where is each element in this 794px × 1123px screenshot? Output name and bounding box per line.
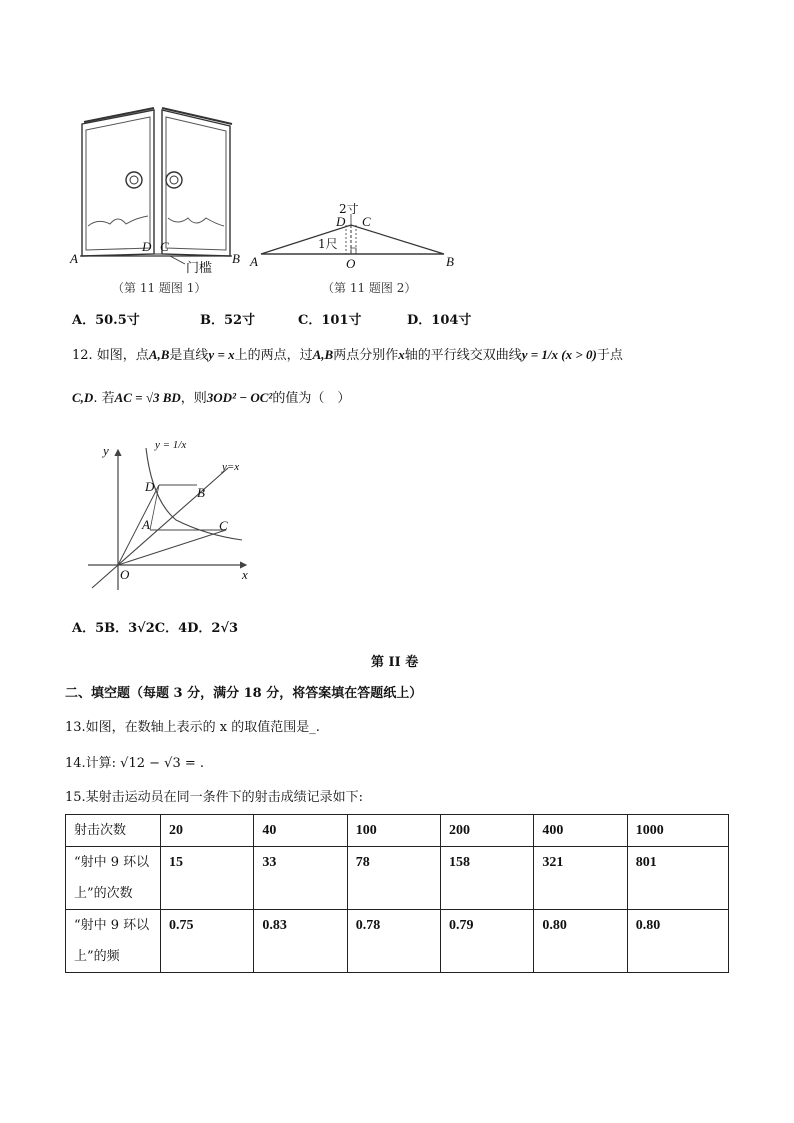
fig2-label-2cun: 2寸 [339,202,359,216]
graph-label-line: y=x [222,461,240,473]
table-cell: 0.80 [627,910,728,973]
q12-text-d: 两点分别作 [333,348,399,363]
graph-label-d: D [145,479,155,494]
graph-label-x: x [242,567,248,582]
q12-line-2 [72,389,350,408]
q12-text-if: . 若 [93,391,115,406]
q12-graph [86,430,256,595]
fig2-caption: （第 11 题图 2） [322,281,417,295]
table-cell: 158 [441,847,534,910]
q12-eq-y-x: y = x [208,347,235,362]
table-cell: 0.75 [161,910,254,973]
fig1-label-threshold: 门槛 [186,261,213,276]
table-cell: 33 [254,847,347,910]
q11-option-a: A．50.5寸 [72,313,140,328]
q12-text-value: 的值为（ ） [272,391,351,406]
table-header-cell: 200 [441,815,534,847]
q11-option-d: D．104寸 [407,313,472,328]
row1-label: “射中 9 环以上”的次数 [66,847,161,910]
q12-text-b: 是直线 [169,348,209,363]
table-row [66,847,729,910]
fig2-label-b: B [446,254,454,269]
q11-option-c: C．101寸 [298,313,362,328]
table-cell: 15 [161,847,254,910]
graph-label-curve: y = 1/x [155,439,187,451]
q12-ab-2: A,B [312,347,334,362]
q12-text-then: ，则 [180,391,207,406]
table-row [66,910,729,973]
graph-label-c: C [219,518,228,533]
fig1-label-b: B [232,251,240,266]
fig1-label-a: A [70,251,78,266]
q12-text-f: 于点 [596,348,623,363]
fig2-label-c: C [362,214,371,229]
q12-text-c: 上的两点，过 [234,348,313,363]
shooting-record-table [65,814,729,973]
q12-line-1 [72,346,623,365]
row2-label: “射中 9 环以上”的频 [66,910,161,973]
graph-label-o: O [120,567,130,582]
table-row [66,815,729,847]
graph-label-y: y [103,443,109,458]
q12-ab: A,B [148,347,170,362]
section-title: 第 II 卷 [371,655,419,670]
fig1-label-c: C [160,239,169,254]
table-header-cell: 1000 [627,815,728,847]
table-header-label: 射击次数 [66,815,161,847]
q15-text: 15.某射击运动员在同一条件下的射击成绩记录如下: [65,790,364,805]
fig2-label-a: A [250,254,258,269]
q12-text-a: 12. 如图，点 [72,348,149,363]
fig2-label-1chi: 1尺 [318,237,338,251]
table-cell: 0.80 [534,910,627,973]
q14-text: 14.计算: √12 − √3 = . [65,756,205,771]
table-header-cell: 20 [161,815,254,847]
fig1-label-d: D [142,239,152,254]
table-cell: 78 [347,847,440,910]
part2-heading: 二、填空题（每题 3 分，满分 18 分，将答案填在答题纸上） [65,686,423,701]
fig1-caption: （第 11 题图 1） [112,281,207,295]
q11-option-b: B．52寸 [200,313,256,328]
graph-label-b: B [197,485,205,500]
fig2-label-o: O [346,256,356,271]
table-cell: 801 [627,847,728,910]
table-header-cell: 400 [534,815,627,847]
table-cell: 0.79 [441,910,534,973]
q12-x: x [398,347,405,362]
table-header-cell: 100 [347,815,440,847]
table-cell: 0.83 [254,910,347,973]
table-cell: 321 [534,847,627,910]
q12-condition: AC = √3 BD [114,390,181,405]
q12-text-e: 轴的平行线交双曲线 [404,348,522,363]
q12-hyperbola: y = 1/x (x > 0) [521,347,597,362]
q12-expression: 3OD² − OC² [206,390,273,405]
fig2-label-d: D [336,214,346,229]
q13-text: 13.如图，在数轴上表示的 x 的取值范围是_. [65,720,320,735]
graph-label-a: A [142,517,150,532]
q12-options: A．5B．3√2C．4D．2√3 [72,621,239,636]
table-cell: 0.78 [347,910,440,973]
q12-cd: C,D [72,390,94,405]
table-header-cell: 40 [254,815,347,847]
